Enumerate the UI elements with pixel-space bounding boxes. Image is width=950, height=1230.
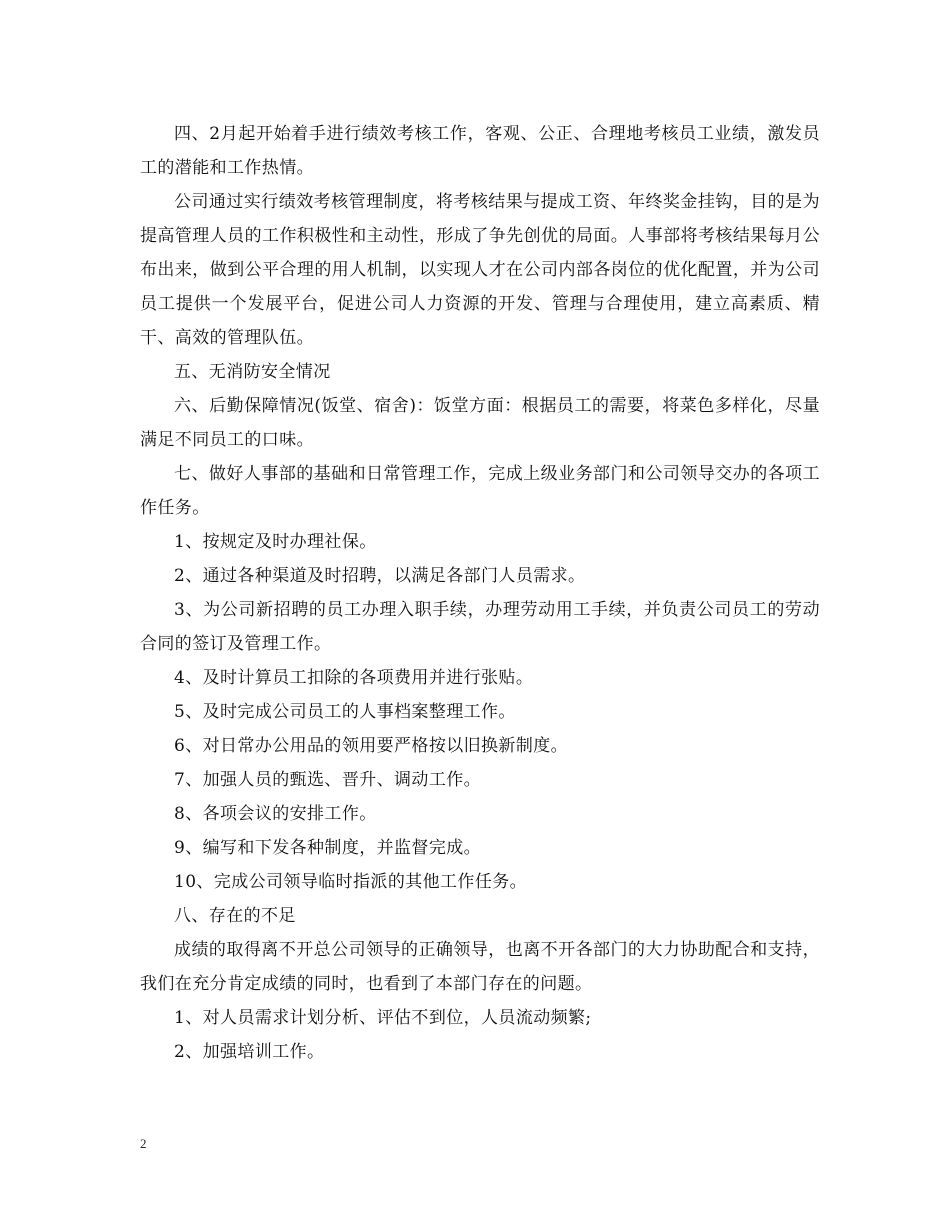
paragraph-performance-review: 四、2月起开始着手进行绩效考核工作，客观、公正、合理地考核员工业绩，激发员工的潜能和工作热情。 (140, 124, 820, 178)
list-item: 8、各项会议的安排工作。 (174, 804, 377, 824)
paragraph-daily-management: 七、做好人事部的基础和日常管理工作，完成上级业务部门和公司领导交办的各项工作任务。 (140, 464, 820, 518)
paragraph-performance-system: 公司通过实行绩效考核管理制度，将考核结果与提成工资、年终奖金挂钩，目的是为提高管理人员的工作积极性和主动性，形成了争先创优的局面。人事部将考核结果每月公布出来，做到公平合理的用人机制，以实现人才在公司内部各岗位的优化配置，并为公司员工提供一个发展平台，促进公司人力资源的开发、管理与合理使用，建立高素质、精干、高效的管理队伍。 (140, 192, 820, 348)
list-item: 1、对人员需求计划分析、评估不到位，人员流动频繁; (174, 1008, 592, 1028)
document-body (140, 117, 820, 1069)
paragraph-fire-safety: 五、无消防安全情况 (174, 362, 331, 382)
list-item: 3、为公司新招聘的员工办理入职手续，办理劳动用工手续，并负责公司员工的劳动合同的签订及管理工作。 (140, 600, 820, 654)
list-item: 2、加强培训工作。 (174, 1042, 325, 1062)
list-item: 10、完成公司领导临时指派的其他工作任务。 (174, 872, 528, 892)
list-item: 9、编写和下发各种制度，并监督完成。 (174, 838, 482, 858)
list-item: 4、及时计算员工扣除的各项费用并进行张贴。 (174, 668, 534, 688)
paragraph-logistics: 六、后勤保障情况(饭堂、宿舍)：饭堂方面：根据员工的需要，将菜色多样化，尽量满足不同员工的口味。 (140, 396, 820, 450)
page-number: 2 (140, 1136, 147, 1151)
list-item: 2、通过各种渠道及时招聘，以满足各部门人员需求。 (174, 566, 586, 586)
paragraph-shortcomings-heading: 八、存在的不足 (174, 906, 296, 926)
list-item: 6、对日常办公用品的领用要严格按以旧换新制度。 (174, 736, 569, 756)
list-item: 1、按规定及时办理社保。 (174, 532, 377, 552)
list-item: 5、及时完成公司员工的人事档案整理工作。 (174, 702, 516, 722)
paragraph-shortcomings-summary: 成绩的取得离不开总公司领导的正确领导，也离不开各部门的大力协助配合和支持，我们在充分肯定成绩的同时，也看到了本部门存在的问题。 (140, 940, 820, 994)
list-item: 7、加强人员的甄选、晋升、调动工作。 (174, 770, 482, 790)
